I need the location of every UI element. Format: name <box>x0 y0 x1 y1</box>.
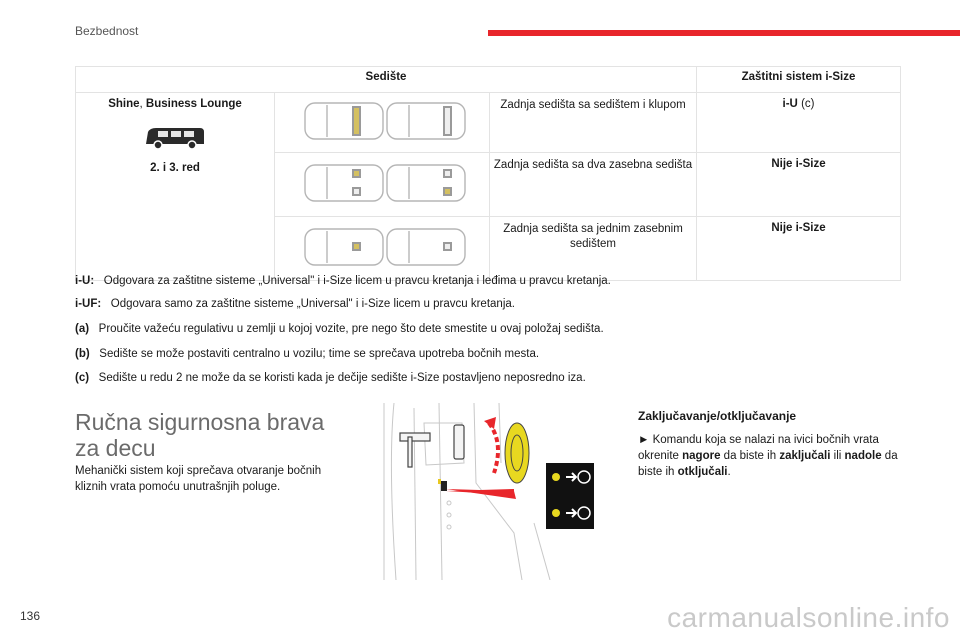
seat-diagram-3 <box>275 217 490 281</box>
note-iuf <box>75 298 515 311</box>
seat-system-2 <box>697 153 901 217</box>
lock-text: da biste ih <box>723 450 777 462</box>
note-text: Sedište u redu 2 ne može da se koristi kada je dečije sedište i-Size postavljeno neposredno iza. <box>98 372 586 384</box>
table-header-system: Zaštitni sistem i-Size <box>697 67 901 93</box>
note-key: (b) <box>75 348 90 360</box>
note-key: (c) <box>75 372 90 384</box>
seat-diagram-2 <box>275 153 490 217</box>
seat-diagram-1 <box>275 93 490 153</box>
note-c <box>75 372 586 385</box>
lock-heading: Zaključavanje/otključavanje <box>638 409 797 423</box>
version-shine: Shine <box>108 98 140 110</box>
note-b <box>75 348 539 361</box>
lock-text: da biste ih <box>638 450 898 478</box>
lock-text: Komandu koja se nalazi na ivici bočnih vrata okrenite <box>638 434 879 462</box>
note-key: i-U: <box>75 275 95 287</box>
section-description: Mehanički sistem koji sprečava otvaranje bočnih kliznih vrata pomoću unutrašnjih poluge. <box>75 465 322 493</box>
child-lock-illustration <box>354 403 606 580</box>
seat-system-3 <box>697 217 901 281</box>
table-header-row <box>76 67 901 93</box>
system-value: Nije i-Size <box>771 222 826 234</box>
watermark: carmanualsonline.info <box>667 602 950 633</box>
van-icon <box>142 124 208 152</box>
note-a <box>75 323 604 336</box>
lock-text-up: nagore <box>682 450 721 462</box>
note-text: Sedište se može postaviti centralno u vozilu; time se sprečava upotreba bočnih mesta. <box>99 348 540 360</box>
row-label: 2. i 3. red <box>150 162 200 174</box>
system-value: i-U <box>782 98 798 110</box>
note-key: (a) <box>75 323 90 335</box>
lock-text: ili <box>833 450 842 462</box>
lock-text: . <box>727 466 731 478</box>
header-accent-bar <box>488 30 960 36</box>
section-title: Ručna sigurnosna brava za decu <box>75 409 325 461</box>
note-key: i-UF: <box>75 298 102 310</box>
system-note: (c) <box>801 98 815 110</box>
page-number: 136 <box>20 609 41 623</box>
seat-description-1: Zadnja sedišta sa sedištem i klupom <box>490 93 697 153</box>
note-text: Odgovara samo za zaštitne sisteme „Universal" i i-Size licem u pravcu kretanja. <box>110 298 515 310</box>
note-text: Proučite važeću regulativu u zemlji u kojoj vozite, pre nego što dete smestite u ovaj položaj sedišta. <box>98 323 604 335</box>
system-value: Nije i-Size <box>771 158 826 170</box>
note-text: Odgovara za zaštitne sisteme „Universal" i i-Size licem u pravcu kretanja i leđima u pravcu kretanja. <box>103 275 611 287</box>
bullet-icon: ► <box>638 434 650 446</box>
version-business-lounge: Business Lounge <box>145 98 242 110</box>
lock-instructions <box>638 432 908 480</box>
lock-text-down: nadole <box>844 450 882 462</box>
lock-text-lock: zaključali <box>779 450 831 462</box>
version-separator: , <box>139 98 143 110</box>
seat-description-3: Zadnja sedišta sa jednim zasebnim sedištem <box>490 217 697 281</box>
lock-text-unlock: otključali <box>677 466 728 478</box>
seat-system-1 <box>697 93 901 153</box>
version-cell <box>76 93 275 281</box>
seat-table <box>75 66 901 281</box>
note-iu <box>75 275 611 288</box>
header-section-title: Bezbednost <box>75 24 139 38</box>
table-row <box>76 93 901 153</box>
seat-description-2: Zadnja sedišta sa dva zasebna sedišta <box>490 153 697 217</box>
table-header-seat: Sedište <box>76 67 697 93</box>
